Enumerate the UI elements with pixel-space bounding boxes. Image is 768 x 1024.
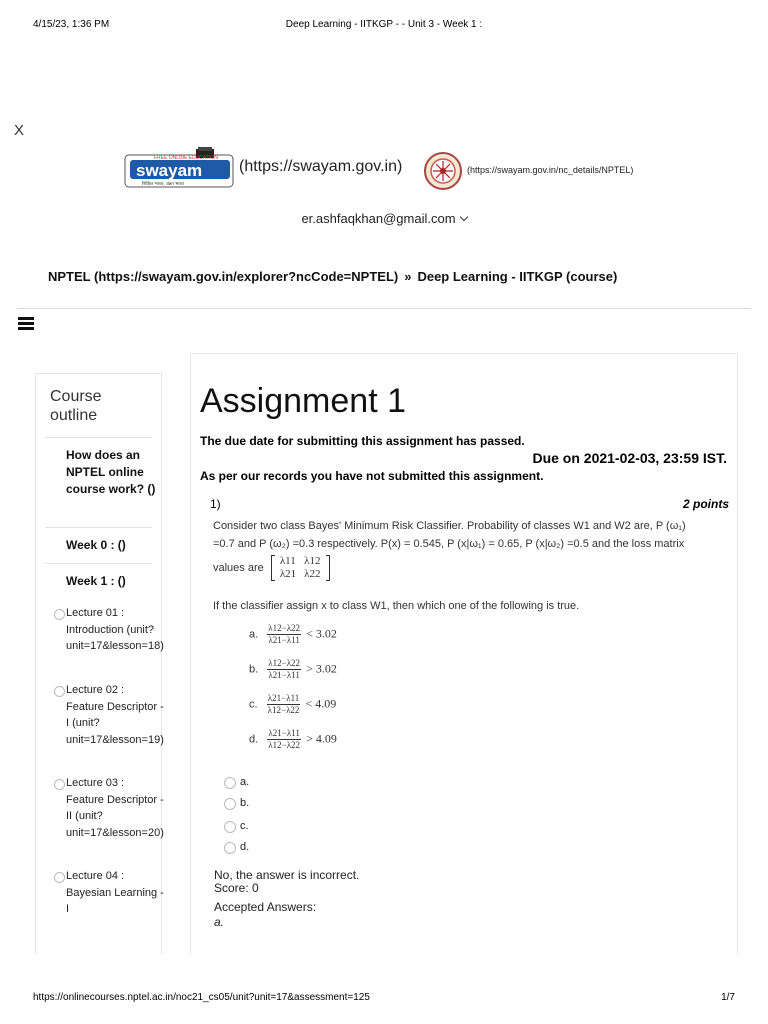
option-comparison: < 4.09: [305, 696, 337, 711]
matrix-cell: λ11: [279, 555, 296, 567]
swayam-link[interactable]: (https://swayam.gov.in): [239, 158, 403, 175]
chevron-down-icon: [459, 213, 467, 221]
fraction-denominator: λ21−λ11: [268, 670, 300, 680]
user-email: er.ashfaqkhan@gmail.com: [301, 211, 456, 226]
fraction-numerator: λ12−λ22: [268, 658, 301, 668]
lecture-label: Lecture 01 : Introduction (unit?unit=17&lesson=18): [66, 607, 164, 652]
lecture-status-icon: [54, 872, 65, 883]
nptel-logo[interactable]: [423, 151, 463, 191]
option-d: [249, 728, 337, 751]
sidebar-item-how-it-works[interactable]: How does an NPTEL online course work? (): [66, 448, 156, 496]
nptel-link[interactable]: (https://swayam.gov.in/nc_details/NPTEL): [467, 165, 634, 175]
feedback-score: Score: 0: [214, 881, 259, 895]
course-outline-sidebar: [35, 373, 162, 954]
question-line-2: =0.7 and P (ω₂) =0.3 respectively. P(x) = 0.545, P (x|ω₁) = 0.65, P (x|ω₂) =0.5 and the loss matrix: [213, 538, 685, 550]
print-url: https://onlinecourses.nptel.ac.in/noc21_cs05/unit?unit=17&assessment=125: [33, 992, 370, 1003]
not-submitted-notice: As per our records you have not submitted this assignment.: [200, 469, 544, 483]
question-line-4: If the classifier assign x to class W1, then which one of the following is true.: [213, 600, 580, 612]
fraction-numerator: λ21−λ11: [268, 728, 300, 738]
breadcrumb-separator: »: [404, 269, 412, 284]
question-points: 2 points: [682, 497, 729, 511]
fraction-denominator: λ12−λ22: [268, 740, 301, 750]
breadcrumb: [48, 269, 617, 284]
lecture-status-icon: [54, 779, 65, 790]
swayam-logo-tag: FREE ONLINE EDUCATION: [154, 155, 218, 161]
matrix-cell: λ12: [304, 555, 321, 567]
print-page-title: Deep Learning - IITKGP - - Unit 3 - Week 1 :: [285, 19, 483, 30]
radio-button[interactable]: [224, 777, 236, 789]
question-line-3: values are: [213, 561, 264, 574]
question-number: 1): [210, 497, 221, 511]
option-b: [249, 658, 337, 681]
due-passed-notice: The due date for submitting this assignment has passed.: [200, 434, 525, 448]
fraction-denominator: λ21−λ11: [268, 635, 300, 645]
fraction-denominator: λ12−λ22: [267, 705, 300, 715]
header-divider: [17, 308, 751, 309]
lecture-label: Lecture 04 : Bayesian Learning - I: [66, 870, 164, 915]
lecture-status-icon: [54, 686, 65, 697]
print-page-number: 1/7: [721, 992, 735, 1003]
breadcrumb-nptel-link[interactable]: NPTEL (https://swayam.gov.in/explorer?ncCode=NPTEL): [48, 269, 399, 284]
lecture-label: Lecture 03 : Feature Descriptor - II (unit?unit=17&lesson=20): [66, 777, 164, 839]
due-date: Due on 2021-02-03, 23:59 IST.: [532, 450, 727, 466]
option-letter: a.: [249, 628, 259, 641]
sidebar-divider: [45, 527, 152, 528]
question-line-1: Consider two class Bayes' Minimum Risk Classifier. Probability of classes W1 and W2 are, P (ω₁): [213, 520, 686, 532]
radio-button[interactable]: [224, 798, 236, 810]
sidebar-item-week-0[interactable]: Week 0 : (): [66, 538, 126, 552]
option-letter: b.: [249, 663, 259, 676]
accepted-answer-value: a.: [214, 915, 225, 929]
swayam-logo[interactable]: [124, 147, 236, 193]
course-outline-title: Course outline: [50, 388, 102, 424]
choice-label: c.: [240, 820, 249, 832]
fraction-numerator: λ21−λ11: [267, 693, 300, 703]
accepted-answers-label: Accepted Answers:: [214, 900, 317, 914]
matrix-cell: λ21: [279, 568, 297, 580]
close-button[interactable]: X: [14, 122, 25, 139]
option-comparison: < 3.02: [306, 626, 337, 641]
option-letter: c.: [249, 698, 258, 711]
choice-label: a.: [240, 776, 250, 788]
choice-label: d.: [240, 841, 250, 853]
fraction-numerator: λ12−λ22: [268, 623, 301, 633]
print-datetime: 4/15/23, 1:36 PM: [33, 19, 110, 30]
radio-button[interactable]: [224, 821, 236, 833]
matrix-cell: λ22: [304, 568, 321, 580]
lecture-status-icon: [54, 609, 65, 620]
hamburger-menu-icon[interactable]: [18, 317, 34, 331]
option-comparison: > 3.02: [306, 661, 337, 676]
sidebar-item-week-1[interactable]: Week 1 : (): [66, 574, 126, 588]
assignment-panel: [190, 353, 738, 954]
feedback-result: No, the answer is incorrect.: [214, 868, 360, 882]
loss-matrix: [271, 555, 330, 581]
sidebar-divider: [45, 437, 152, 438]
user-menu[interactable]: [0, 211, 768, 226]
radio-button[interactable]: [224, 842, 236, 854]
swayam-logo-sub: शिक्षित भारत, उन्नत भारत: [142, 182, 184, 187]
lecture-label: Lecture 02 : Feature Descriptor - I (unit?unit=17&lesson=19): [66, 684, 164, 746]
breadcrumb-course-link[interactable]: Deep Learning - IITKGP (course): [417, 269, 618, 284]
choice-label: b.: [240, 797, 250, 809]
swayam-logo-text: swayam: [136, 161, 203, 180]
option-comparison: > 4.09: [306, 731, 337, 746]
page-title: Assignment 1: [200, 382, 406, 420]
option-c: [249, 693, 336, 716]
option-letter: d.: [249, 733, 259, 746]
option-a: [249, 623, 337, 646]
sidebar-divider: [45, 563, 152, 564]
